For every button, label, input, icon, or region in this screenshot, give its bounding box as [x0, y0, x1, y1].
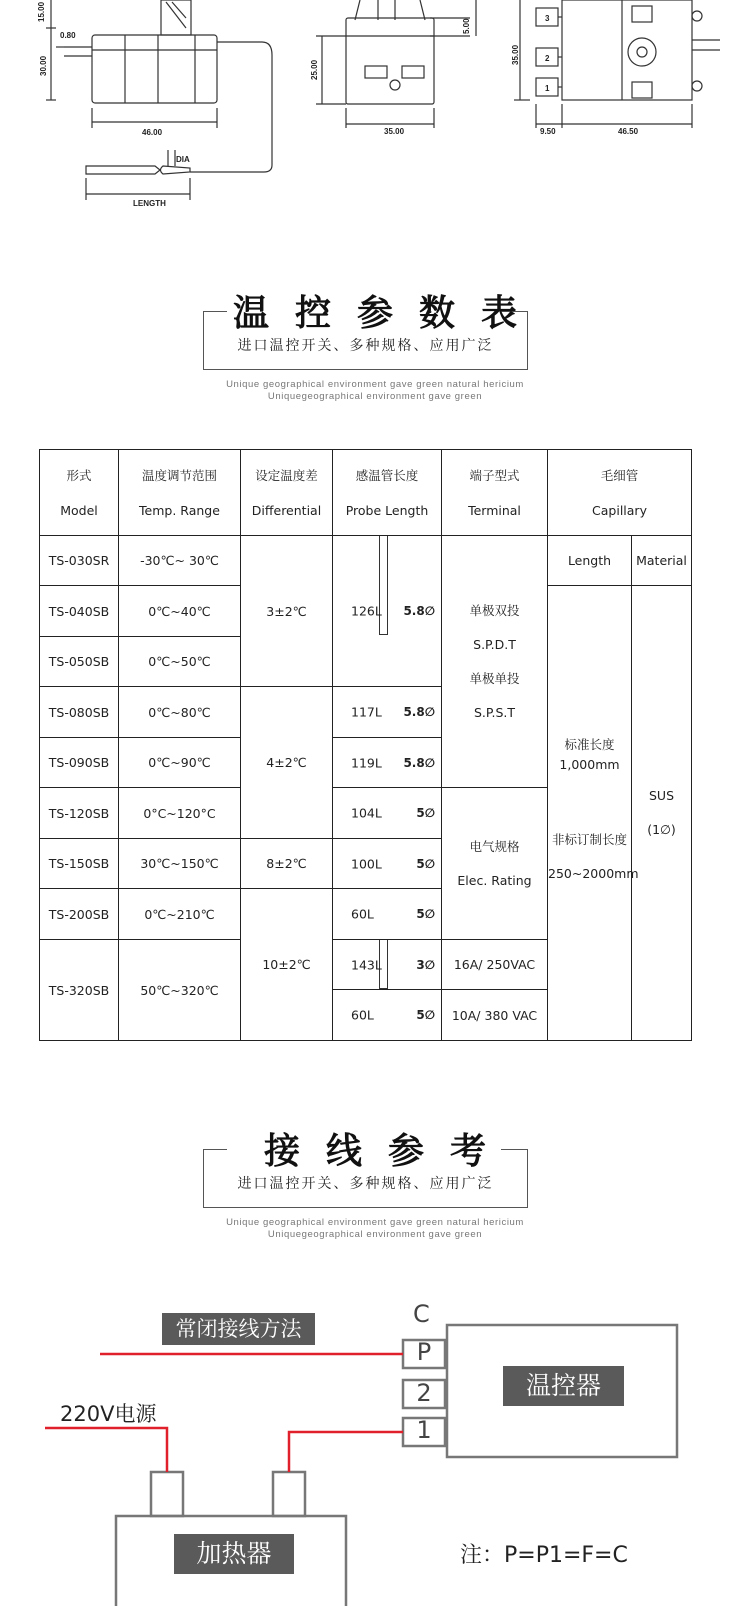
range-cell: 30℃~150℃ — [119, 839, 241, 889]
col-model: 形式 Model — [40, 450, 119, 536]
dim-46: 46.00 — [142, 128, 163, 137]
section-title: 接线参考 — [263, 1131, 512, 1172]
differential-cell: 8±2℃ — [241, 839, 333, 889]
heater-label: 加热器 — [174, 1534, 294, 1574]
terminal-label-2: 2 — [416, 1379, 432, 1407]
terminal-cell: 单极双投 S.P.D.T 单极单投 S.P.S.T — [442, 536, 548, 788]
dim-length: LENGTH — [133, 199, 166, 208]
differential-cell: 10±2℃ — [241, 889, 333, 1041]
range-cell: 0℃~80℃ — [119, 687, 241, 738]
dim-950: 9.50 — [540, 127, 556, 136]
dim-35-width: 35.00 — [384, 127, 405, 136]
terminal-label-c: C — [413, 1300, 430, 1328]
dim-15: 15.00 — [37, 1, 46, 22]
technical-drawings — [0, 0, 750, 215]
section-title: 温控参数表 — [232, 293, 543, 334]
dim-080: 0.80 — [60, 31, 76, 40]
model-cell: TS-120SB — [40, 788, 119, 839]
controller-label: 温控器 — [503, 1366, 624, 1406]
probe-cell: 126L 5.8∅ — [333, 536, 442, 687]
rating-cell: 16A/ 250VAC — [442, 940, 548, 990]
cap-length-cell: 标准长度 1,000mm 非标订制长度 250~2000mm — [548, 586, 632, 1041]
wire-return — [289, 1432, 403, 1472]
table-header-row — [40, 450, 692, 536]
col-differential: 设定温度差 Differential — [241, 450, 333, 536]
terminal-label-1: 1 — [416, 1416, 432, 1444]
table-row — [40, 536, 692, 586]
wire-power — [45, 1428, 167, 1472]
rating-cell: 10A/ 380 VAC — [442, 990, 548, 1041]
differential-cell: 4±2℃ — [241, 687, 333, 839]
elec-rating-cell: 电气规格 Elec. Rating — [442, 788, 548, 940]
probe-cell: 119L 5.8∅ — [333, 738, 442, 788]
model-cell: TS-200SB — [40, 889, 119, 940]
section-en-line-2: Uniquegeographical environment gave green — [267, 1229, 483, 1240]
model-cell: TS-050SB — [40, 637, 119, 687]
range-cell: 50℃~320℃ — [119, 940, 241, 1041]
probe-cell: 100L 5∅ — [333, 839, 442, 889]
model-cell: TS-150SB — [40, 839, 119, 889]
section-en-line-2: Uniquegeographical environment gave green — [267, 391, 483, 402]
nc-wiring-label: 常闭接线方法 — [162, 1313, 315, 1345]
dim-25: 25.00 — [310, 59, 319, 80]
col-capillary: 毛细管 Capillary — [548, 450, 692, 536]
model-cell: TS-080SB — [40, 687, 119, 738]
col-probe: 感温管长度 Probe Length — [333, 450, 442, 536]
range-cell: 0℃~210℃ — [119, 889, 241, 940]
model-cell: TS-320SB — [40, 940, 119, 1041]
section-en-line-1: Unique geographical environment gave green natural hericium — [226, 379, 524, 390]
probe-cell: 143L 3∅ — [333, 940, 442, 990]
dim-35-height: 35.00 — [511, 44, 520, 65]
cap-length-header: Length — [548, 536, 632, 586]
cap-material-cell: SUS (1∅) — [632, 586, 692, 1041]
range-cell: -30℃~ 30℃ — [119, 536, 241, 586]
probe-cell: 60L 5∅ — [333, 889, 442, 940]
section-heading-params — [0, 285, 750, 405]
col-terminal: 端子型式 Terminal — [442, 450, 548, 536]
differential-cell: 3±2℃ — [241, 536, 333, 687]
section-heading-wiring — [0, 1123, 750, 1243]
terminal-number-3: 3 — [545, 14, 550, 23]
wiring-diagram — [0, 1280, 750, 1606]
power-label: 220V电源 — [60, 1402, 157, 1426]
cap-material-header: Material — [632, 536, 692, 586]
col-range: 温度调节范围 Temp. Range — [119, 450, 241, 536]
range-cell: 0℃~40℃ — [119, 586, 241, 637]
model-cell: TS-090SB — [40, 738, 119, 788]
terminal-number-1: 1 — [545, 84, 550, 93]
model-cell: TS-030SR — [40, 536, 119, 586]
dim-dia: DIA — [176, 155, 190, 164]
terminal-label-p: P — [416, 1338, 432, 1366]
wiring-note: 注：P=P1=F=C — [460, 1543, 628, 1568]
dim-30: 30.00 — [39, 55, 48, 76]
wiring-lines — [0, 1280, 750, 1606]
dim-4650: 46.50 — [618, 127, 639, 136]
dim-5: 5.00 — [462, 18, 471, 34]
section-subtitle: 进口温控开关、多种规格、应用广泛 — [237, 1176, 494, 1192]
model-cell: TS-040SB — [40, 586, 119, 637]
terminal-number-2: 2 — [545, 54, 550, 63]
probe-cell: 117L 5.8∅ — [333, 687, 442, 738]
probe-cell: 104L 5∅ — [333, 788, 442, 839]
section-en-line-1: Unique geographical environment gave green natural hericium — [226, 1217, 524, 1228]
section-subtitle: 进口温控开关、多种规格、应用广泛 — [237, 338, 494, 354]
range-cell: 0°C~120°C — [119, 788, 241, 839]
range-cell: 0℃~90℃ — [119, 738, 241, 788]
probe-cell: 60L 5∅ — [333, 990, 442, 1041]
range-cell: 0℃~50℃ — [119, 637, 241, 687]
spec-table — [39, 449, 691, 1040]
